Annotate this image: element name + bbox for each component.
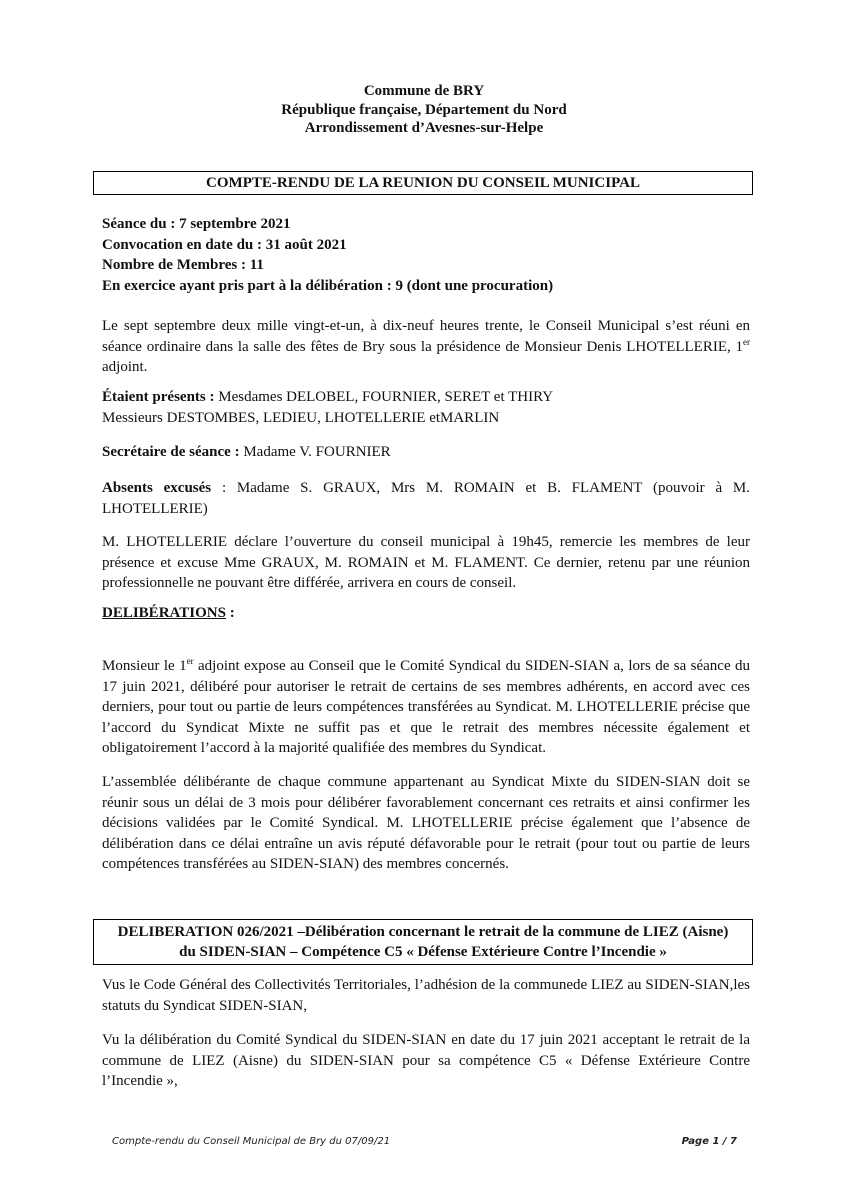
deliberation-title-box <box>93 919 753 965</box>
expose-sup: er <box>186 656 194 666</box>
presents-mesdames: Mesdames DELOBEL, FOURNIER, SERET et THIRY <box>214 389 554 405</box>
deliberations-heading-text: DELIBÉRATIONS <box>102 605 226 621</box>
ouverture-paragraph: M. LHOTELLERIE déclare l’ouverture du conseil municipal à 19h45, remercie les membres de leur présence et excuse Mme GRAUX, M. ROMAIN et M. FLAMENT. Ce dernier, retenu par une réunion professionnelle ne pouvant être différée, arrivera en cours de conseil. <box>102 534 750 591</box>
expose-text-b: adjoint expose au Conseil que le Comité Syndical du SIDEN-SIAN a, lors de sa séance du 17 juin 2021, délibéré pour autoriser le retrait de certains de ses membres adhérents, en accord avec ces derniers, pour tout ou partie de leurs compétences transférées au Syndicat. M. LHOTELLERIE précise que l’accord du Syndicat Mixte ne suffit pas et que le retrait des membres nécessite également et obligatoirement l’accord à la majorité qualifiée des membres du Syndicat. <box>102 658 750 756</box>
deliberations-heading <box>102 603 750 624</box>
session-exercice: En exercice ayant pris part à la délibération : 9 (dont une procuration) <box>102 277 554 294</box>
intro-text-b: adjoint. <box>102 359 148 375</box>
deliberation-title-line2: du SIDEN-SIAN – Compétence C5 « Défense Extérieure Contre l’Incendie » <box>179 944 667 960</box>
vu-paragraph: Vu la délibération du Comité Syndical du SIDEN-SIAN en date du 17 juin 2021 acceptant le retrait de la commune de LIEZ (Aisne) du SIDEN-SIAN pour sa compétence C5 « Défense Extérieure Contre l’Incendie », <box>102 1032 750 1089</box>
presents-label: Étaient présents : <box>102 389 215 405</box>
document-header <box>0 82 848 138</box>
expose-paragraph <box>102 656 750 759</box>
document-title: COMPTE-RENDU DE LA REUNION DU CONSEIL MUNICIPAL <box>93 171 753 195</box>
page-footer <box>112 1136 737 1152</box>
absents-paragraph <box>102 478 750 519</box>
session-membres: Nombre de Membres : 11 <box>102 257 264 273</box>
presents-paragraph <box>102 387 750 428</box>
secretaire-paragraph <box>102 442 750 463</box>
secretaire-label: Secrétaire de séance : <box>102 444 240 460</box>
secretaire-value: Madame V. FOURNIER <box>239 444 391 460</box>
intro-text-a: Le sept septembre deux mille vingt-et-un, à dix-neuf heures trente, le Conseil Municipal s’est réuni en séance ordinaire dans la salle des fêtes de Bry sous la présidence de Monsieur Denis LHOTELLERIE, 1 <box>102 318 750 355</box>
session-info <box>102 214 750 296</box>
assemblee-paragraph: L’assemblée délibérante de chaque commune appartenant au Syndicat Mixte du SIDEN-SIAN doit se réunir sous un délai de 3 mois pour délibérer favorablement concernant ces retraits et ainsi confirmer les décisions validées par le Comité Syndical. M. LHOTELLERIE précise également que l’absence de délibération dans ce délai entraîne un avis réputé défavorable pour le retrait (pour tout ou partie de leurs compétences transférées au SIDEN-SIAN) des membres concernés. <box>102 774 750 872</box>
absents-label: Absents excusés <box>102 480 212 496</box>
footer-page-number: Page 1 / 7 <box>681 1136 737 1147</box>
header-republique: République française, Département du Nord <box>281 101 567 118</box>
session-convocation: Convocation en date du : 31 août 2021 <box>102 236 347 253</box>
absents-value: : Madame S. GRAUX, Mrs M. ROMAIN et B. FLAMENT (pouvoir à M. LHOTELLERIE) <box>102 480 750 517</box>
header-arrondissement: Arrondissement d’Avesnes-sur-Helpe <box>304 120 544 136</box>
footer-document-name: Compte-rendu du Conseil Municipal de Bry du 07/09/21 <box>112 1136 391 1147</box>
header-commune: Commune de BRY <box>363 83 485 99</box>
session-date: Séance du : 7 septembre 2021 <box>102 216 291 232</box>
deliberation-title-line1: DELIBERATION 026/2021 –Délibération concernant le retrait de la commune de LIEZ (Aisne) <box>117 924 729 940</box>
intro-paragraph <box>102 316 750 378</box>
intro-sup: er <box>743 336 750 347</box>
vus-paragraph: Vus le Code Général des Collectivités Territoriales, l’adhésion de la communede LIEZ au SIDEN-SIAN,les statuts du Syndicat SIDEN-SIAN, <box>102 977 750 1014</box>
expose-text-a: Monsieur le 1 <box>102 658 187 674</box>
deliberations-heading-colon: : <box>225 605 235 621</box>
presents-messieurs: Messieurs DESTOMBES, LEDIEU, LHOTELLERIE etMARLIN <box>102 409 500 426</box>
